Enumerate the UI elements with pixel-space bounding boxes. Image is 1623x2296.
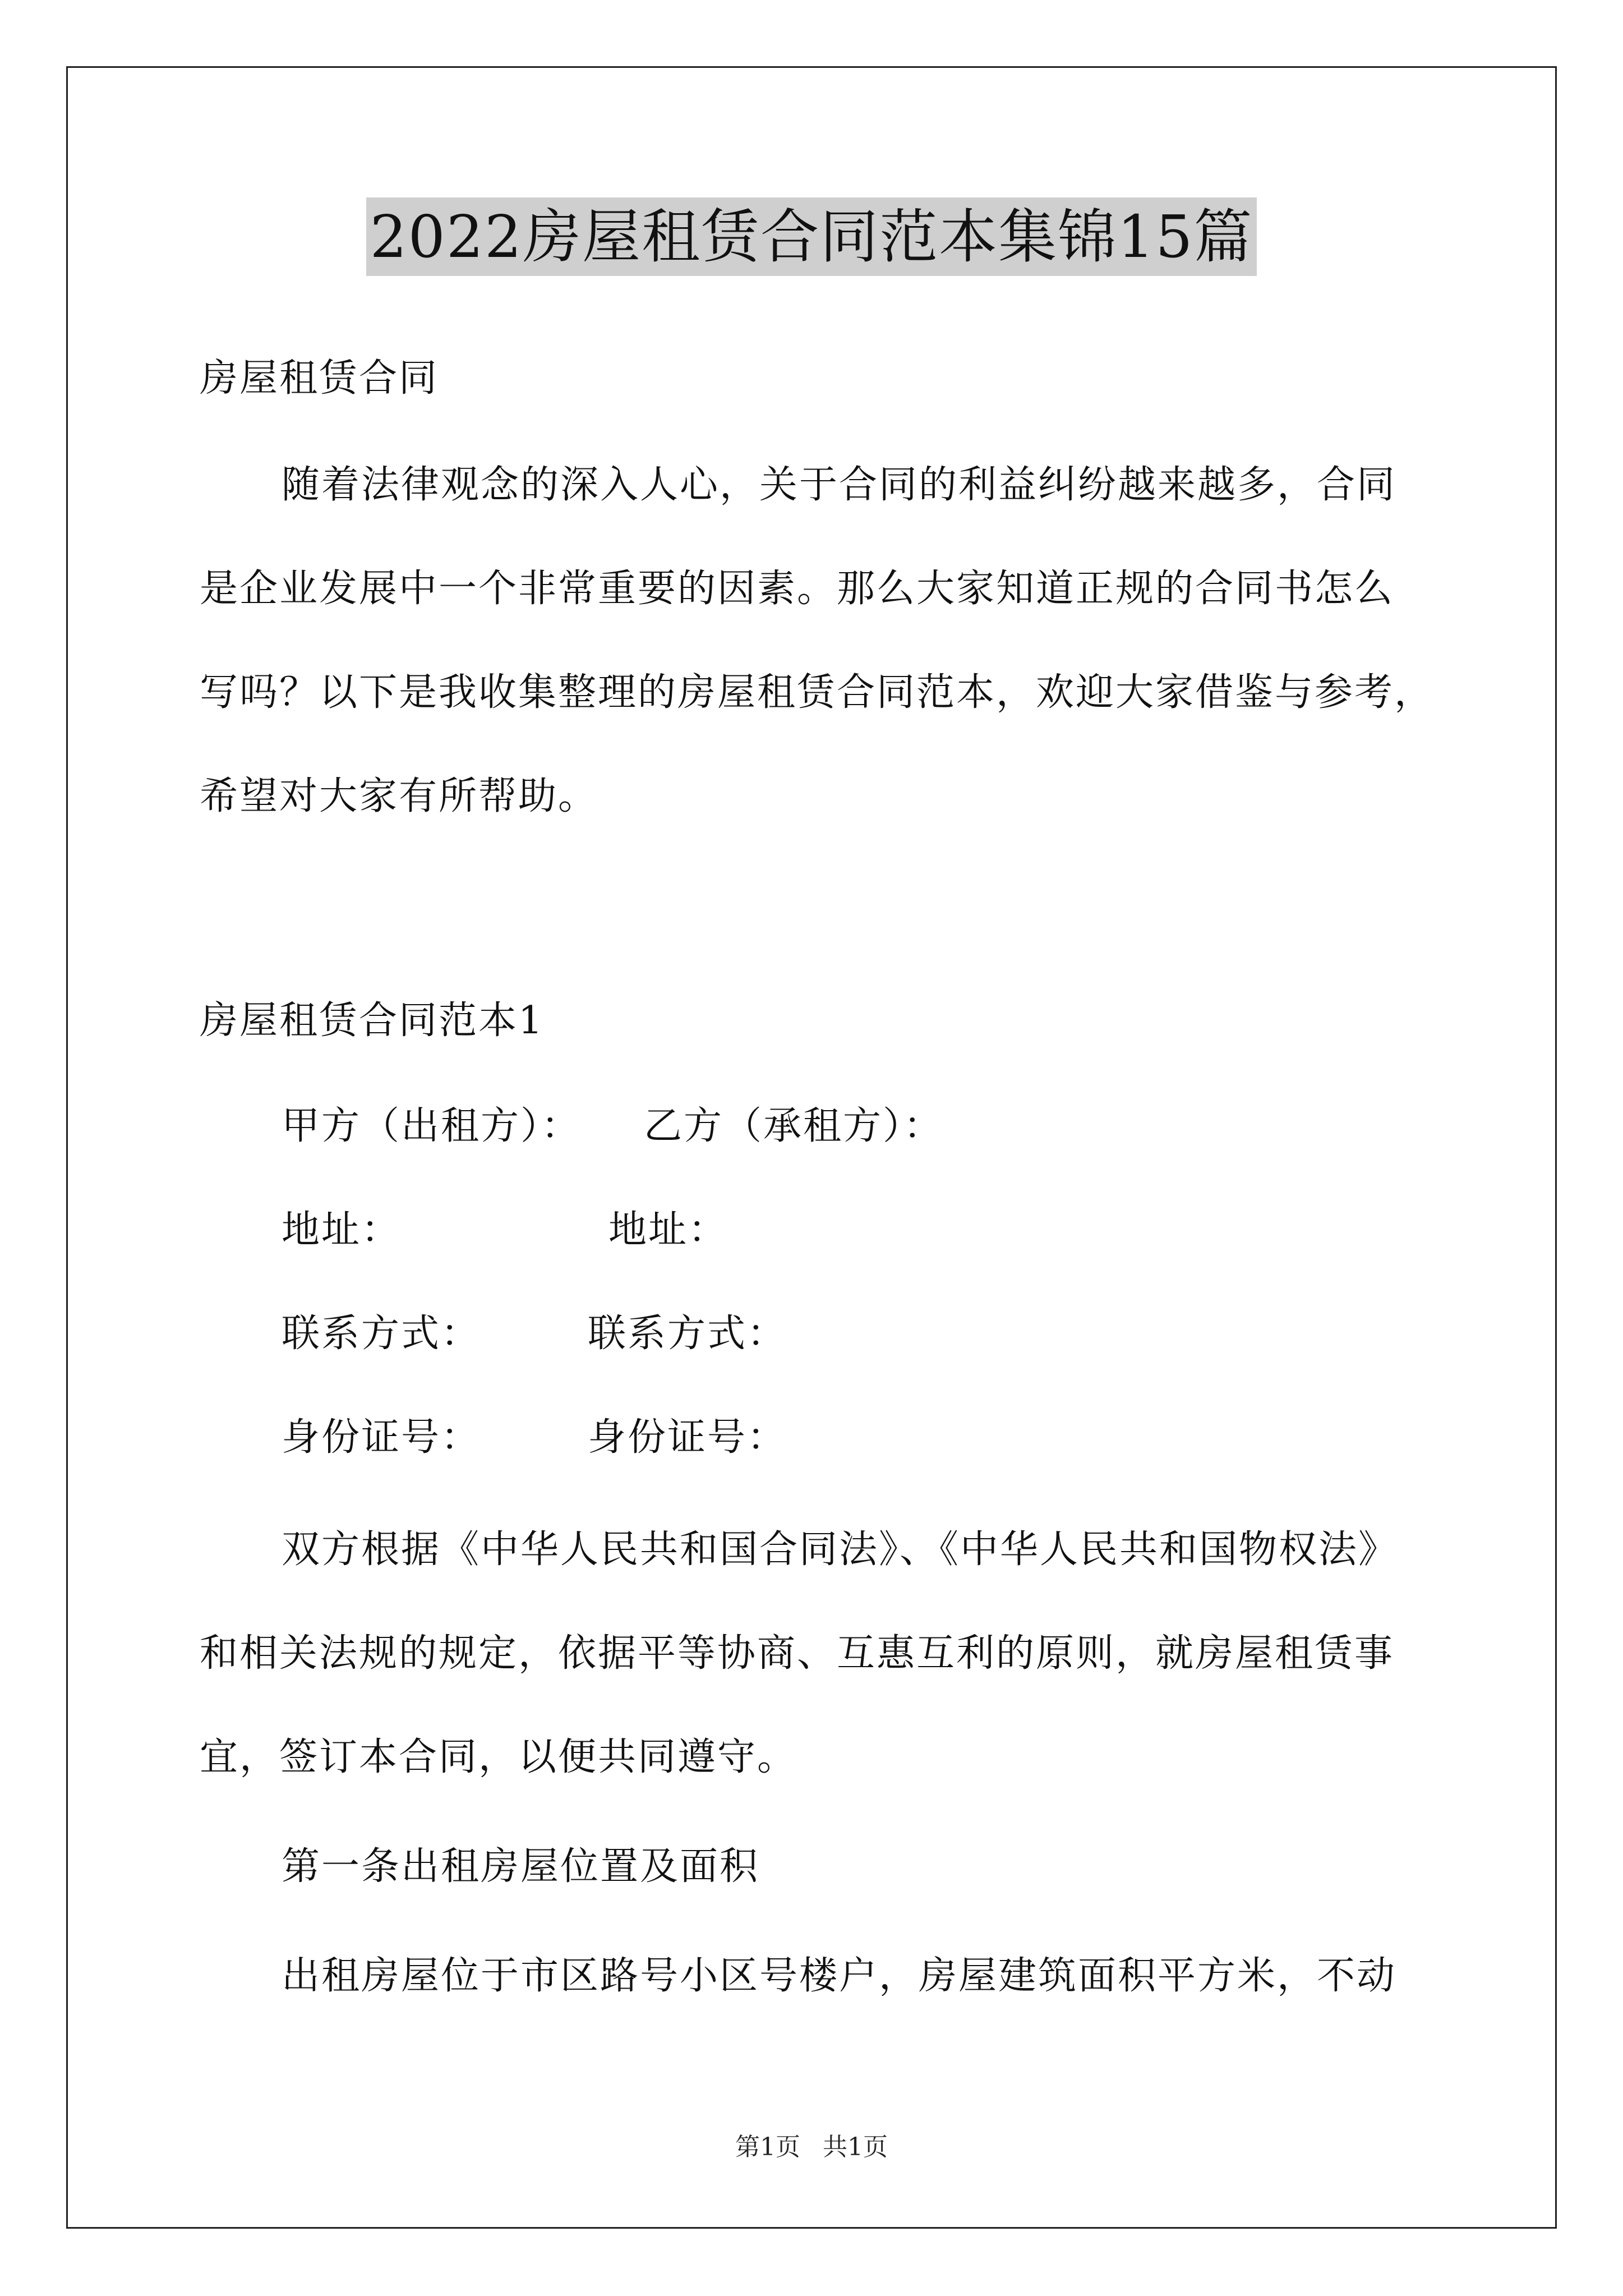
address-a-label: 地址： [282,1208,402,1252]
party-b-label: 乙方（承租方）： [644,1104,944,1148]
contact-a-label: 联系方式： [282,1312,481,1356]
intro-line-4: 希望对大家有所帮助。 [200,774,598,818]
intro-line-2: 是企业发展中一个非常重要的因素。那么大家知道正规的合同书怎么 [200,567,1395,611]
intro-line-3: 写吗？以下是我收集整理的房屋租赁合同范本，欢迎大家借鉴与参考， [200,670,1435,715]
section-title: 房屋租赁合同范本1 [200,999,545,1043]
basis-line-1: 双方根据《中华人民共和国合同法》、《中华人民共和国物权法》 [282,1527,1399,1572]
intro-line-1: 随着法律观念的深入人心，关于合同的利益纠纷越来越多，合同 [282,463,1397,507]
page-footer [0,2132,1623,2163]
basis-line-2: 和相关法规的规定，依据平等协商、互惠互利的原则，就房屋租赁事 [200,1631,1395,1676]
page-total: 共1页 [823,2133,888,2161]
doc-heading: 房屋租赁合同 [200,356,439,401]
document-title: 2022房屋租赁合同范本集锦15篇 [366,197,1256,276]
party-a-label: 甲方（出租方）： [282,1104,582,1148]
basis-line-3: 宜，签订本合同，以便共同遵守。 [200,1735,797,1779]
article1-title: 第一条出租房屋位置及面积 [282,1844,760,1889]
article1-text: 出租房屋位于市区路号小区号楼户，房屋建筑面积平方米，不动 [282,1954,1397,1998]
id-b-label: 身份证号： [588,1415,787,1460]
page-number: 第1页 [735,2133,800,2161]
title-container [0,197,1623,276]
address-b-label: 地址： [608,1208,728,1252]
id-a-label: 身份证号： [282,1415,481,1460]
contact-b-label: 联系方式： [588,1312,787,1356]
